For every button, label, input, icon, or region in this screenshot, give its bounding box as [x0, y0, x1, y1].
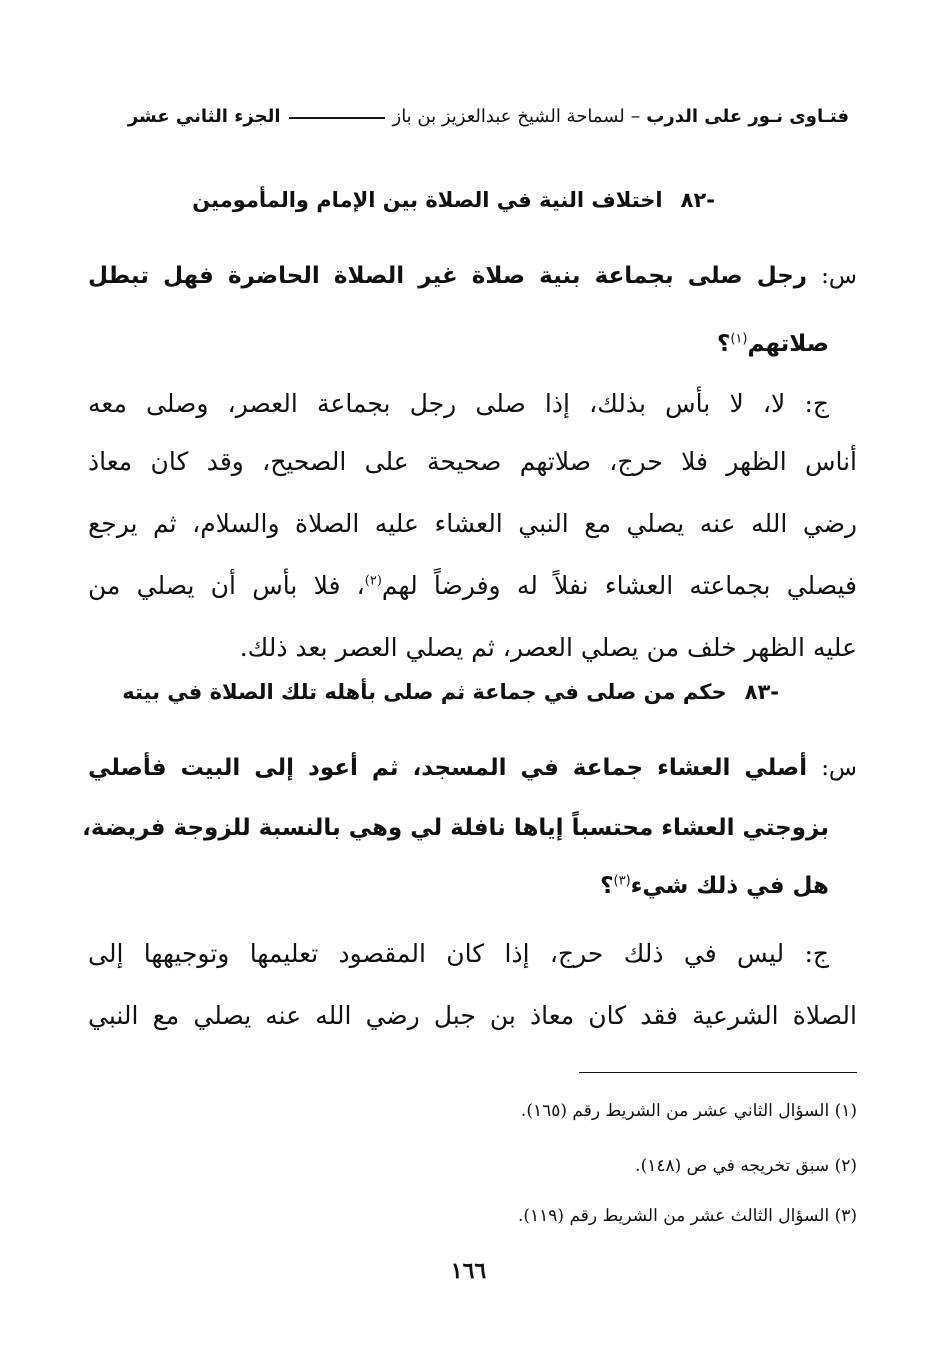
- answer-text: فيصلي بجماعته العشاء نفلاً له وفرضاً لهم: [381, 571, 858, 600]
- question-text: صلاتهم: [747, 331, 829, 357]
- answer-line: [88, 442, 857, 486]
- answer-line: [88, 504, 857, 548]
- question-line: [82, 808, 829, 852]
- running-header: [92, 96, 849, 136]
- section-number: -٨٣: [744, 680, 779, 704]
- question-line: [88, 256, 857, 300]
- answer-line: [88, 384, 829, 428]
- question-text: أصلي العشاء جماعة في المسجد، ثم أعود إلى البيت فأصلي: [88, 755, 808, 781]
- answer-text: أناس الظهر فلا حرج، صلاتهم صحيحة على الصحيح، وقد كان معاذ: [88, 447, 857, 476]
- answer-label: ج:: [804, 939, 829, 968]
- answer-text: عليه الظهر خلف من يصلي العصر، ثم يصلي العصر بعد ذلك.: [239, 633, 857, 662]
- answer-label: ج:: [804, 389, 829, 418]
- footnote-2: (٢) سبق تخريجه في ص (١٤٨).: [635, 1156, 857, 1176]
- header-dash: –: [630, 105, 641, 127]
- question-text: بزوجتي العشاء محتسباً إياها نافلة لي وهي بالنسبة للزوجة فريضة،: [82, 815, 829, 841]
- footnote-3: (٣) السؤال الثالث عشر من الشريط رقم (١١٩).: [517, 1206, 857, 1226]
- question-mark: ؟: [600, 873, 614, 899]
- answer-line: [88, 934, 829, 978]
- question-mark: ؟: [716, 331, 731, 357]
- part-label: الجزء الثاني عشر: [127, 105, 281, 127]
- answer-line: [88, 996, 857, 1040]
- section-heading-83: [122, 680, 779, 704]
- question-text: رجل صلى بجماعة بنية صلاة غير الصلاة الحاضرة فهل تبطل: [88, 263, 808, 289]
- answer-text: ليس في ذلك حرج، إذا كان المقصود تعليمها وتوجيهها إلى: [88, 939, 785, 968]
- section-title: حكم من صلى في جماعة ثم صلى بأهله تلك الصلاة في بيته: [122, 680, 727, 704]
- question-label: س:: [821, 263, 857, 289]
- author-name: لسماحة الشيخ عبدالعزيز بن باز: [392, 105, 625, 127]
- answer-text: ، فلا بأس أن يصلي من: [88, 571, 365, 600]
- footnote-ref[interactable]: (٣): [613, 873, 631, 889]
- footnote-ref[interactable]: (٢): [364, 573, 382, 589]
- question-line: [88, 748, 857, 792]
- page-number: ١٦٦: [450, 1258, 487, 1284]
- book-title: فتـاوى نـور على الدرب: [646, 105, 849, 127]
- answer-line: [88, 628, 857, 672]
- answer-text: رضي الله عنه يصلي مع النبي العشاء عليه الصلاة والسلام، ثم يرجع: [88, 509, 857, 538]
- answer-line: [88, 566, 857, 610]
- section-title: اختلاف النية في الصلاة بين الإمام والمأمومين: [192, 188, 663, 212]
- answer-text: لا، لا بأس بذلك، إذا صلى رجل بجماعة العصر، وصلى معه: [88, 389, 786, 418]
- section-number: -٨٢: [680, 188, 715, 212]
- header-rule: [289, 117, 385, 119]
- footnote-ref[interactable]: (١): [730, 331, 748, 347]
- question-line: [88, 866, 829, 910]
- section-heading-82: [192, 188, 715, 212]
- question-text: هل في ذلك شيء: [630, 873, 829, 899]
- footnote-1: (١) السؤال الثاني عشر من الشريط رقم (١٦٥).: [520, 1101, 857, 1121]
- footnote-rule: [579, 1072, 857, 1073]
- question-line: [88, 324, 829, 368]
- question-label: س:: [821, 755, 858, 781]
- answer-text: الصلاة الشرعية فقد كان معاذ بن جبل رضي الله عنه يصلي مع النبي: [88, 1001, 857, 1030]
